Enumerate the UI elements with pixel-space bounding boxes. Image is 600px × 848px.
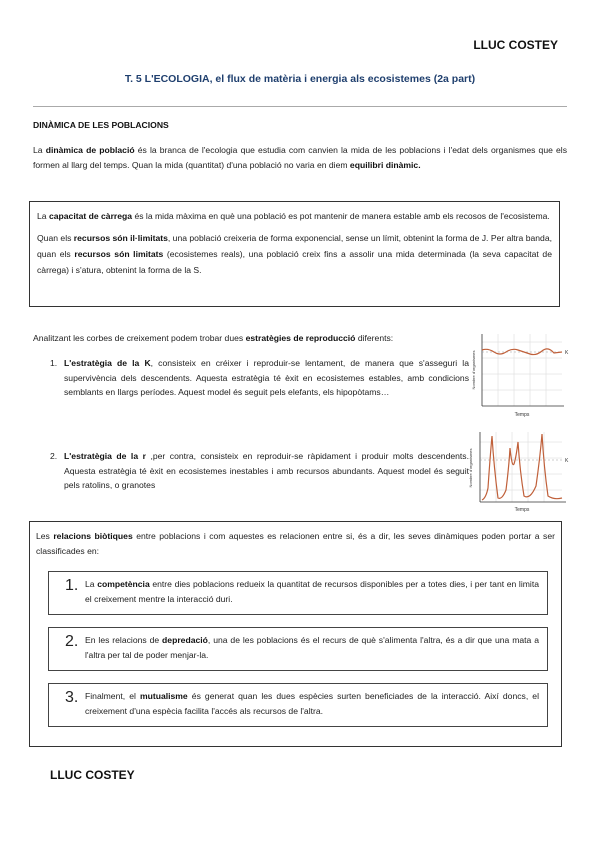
box1-text: La: [37, 211, 49, 221]
list-number: 1.: [50, 358, 58, 368]
relation-pre: En les relacions de: [85, 635, 163, 645]
graph-grid: [482, 334, 562, 406]
strategies-text: Analitzant les corbes de creixement podem trobar dues: [33, 333, 246, 343]
box1-text: , una població creixeria de forma exponencial, sense un límit, obtenint la forma de J. Per altra banda, quan els: [37, 233, 552, 259]
footer-author: LLUC COSTEY: [50, 768, 135, 782]
term-depredacio: depredació: [162, 635, 208, 645]
intro-paragraph: [33, 143, 567, 172]
relation-item-depredacio: [48, 627, 548, 671]
strategy-k-item: [50, 356, 469, 400]
intro-term-equilibri: equilibri dinàmic.: [349, 159, 421, 170]
relations-text: Les: [36, 531, 54, 541]
x-axis-label: Temps: [514, 507, 530, 513]
box1-text: (ecosistemes reals), una població creix fins a assolir una mida determinada (la seva capacitat de càrrega) i s'atura, obtenint la forma de la S.: [37, 249, 552, 275]
k-label: K: [565, 458, 569, 464]
list-number: 2.: [50, 451, 58, 461]
strategy-r-item: [50, 449, 469, 493]
relations-intro: [36, 529, 555, 559]
term-estrategies: estratègies de reproducció: [245, 333, 356, 343]
term-competencia: competència: [97, 579, 150, 589]
relation-body: entre dies poblacions redueix la quantitat de recursos disponibles per a totes dies, i per tant en limita el creixement mentre la interacció duri.: [85, 579, 539, 604]
relation-item-competencia: [48, 571, 548, 615]
relation-text: [85, 577, 539, 607]
intro-text-c: és la branca de l'ecologia que estudia com canvien la mida de les poblacions i l'edat dels organismes que els formen al llarg del temps. Quan la mida (quantitat) d'una població no varia en diem: [33, 145, 568, 170]
page-title: T. 5 L'ECOLOGIA, el flux de matèria i energia als ecosistemes (2a part): [124, 73, 476, 85]
title-divider: [33, 106, 567, 107]
strategies-intro: [33, 331, 473, 346]
term-r-strategy: L'estratègia de la r: [64, 451, 146, 461]
relation-body: , una de les poblacions és el recurs de què s'alimenta l'altra, és a dir que una mata a l'altra per tal de poder menjar-la.: [85, 635, 540, 660]
box1-paragraph-1: [37, 208, 552, 224]
list-number: 2.: [65, 633, 79, 650]
strategy-k-text: , consisteix en créixer i reproduir-se lentament, de manera que s'asseguri la supervivència dels descendents. Aquesta estratègia té èxit en ecosistemes estables, amb condicions semblants en llargs períodes. Aquest model és seguit pels elefants, els hipopòtams…: [64, 358, 469, 397]
relation-item-mutualisme: [48, 683, 548, 727]
box1-text: Quan els: [37, 233, 74, 243]
term-mutualisme: mutualisme: [139, 691, 188, 701]
box1-paragraph-2: [37, 230, 552, 278]
k-strategy-graph: [466, 330, 572, 427]
header-author: LLUC COSTEY: [473, 38, 558, 52]
list-number: 1.: [65, 577, 79, 594]
biotic-relations-box: [29, 521, 562, 747]
y-axis-label: Nombre d'organismes: [468, 448, 473, 488]
intro-text-a: La: [33, 145, 46, 155]
box1-text: és la mida màxima en què una població es pot mantenir de manera estable amb els recosos de l'ecosistema.: [132, 211, 550, 221]
carrying-capacity-box: [29, 201, 560, 307]
list-number: 3.: [65, 689, 79, 706]
term-k-strategy: L'estratègia de la K: [64, 358, 151, 368]
strategy-r-text: ,per contra, consisteix en reproduir-se ràpidament i produir molts descendents. Aquesta estratègia té èxit en ecosistemes inestables i amb recursos abundants. Aquest model és seguit pels ratolins, o granotes: [64, 451, 469, 490]
strategies-text: diferents:: [355, 333, 394, 343]
relation-body: és generat quan les dues espècies surten beneficiades de la interacció. Així doncs, el creixement d'una espècia facilita l'accés als recursos de l'altra.: [85, 691, 539, 716]
relation-pre: La: [85, 579, 98, 589]
intro-term: dinàmica de població: [45, 145, 135, 155]
k-label: K: [565, 350, 569, 356]
term-capacitat: capacitat de càrrega: [48, 211, 133, 221]
y-axis-label: Nombre d'organismes: [471, 350, 476, 390]
relations-text: entre poblacions i com aquestes es relacionen entre si, és a dir, les seves dinàmiques poden portar a ser classificades en:: [36, 531, 555, 556]
relation-text: [85, 689, 539, 719]
term-limitats: recursos són limitats: [74, 249, 164, 259]
term-illimitats: recursos són il·limitats: [73, 233, 168, 243]
relation-pre: Finalment, el: [85, 691, 140, 701]
r-strategy-graph: [462, 428, 574, 525]
section-heading: DINÀMICA DE LES POBLACIONS: [33, 120, 169, 130]
term-relacions: relacions biòtiques: [53, 531, 133, 541]
relation-text: [85, 633, 539, 663]
x-axis-label: Temps: [514, 412, 530, 418]
